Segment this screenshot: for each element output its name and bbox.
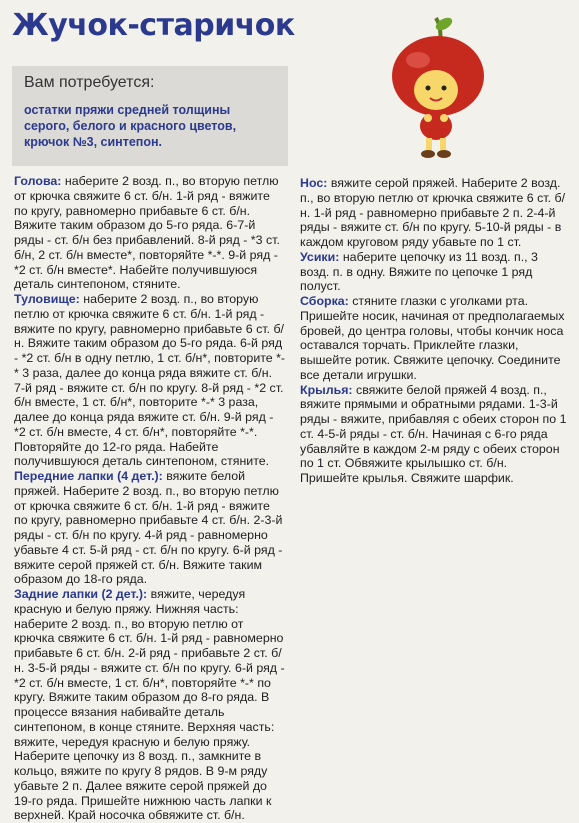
section-body: Туловище: наберите 2 возд. п., во вторую петлю от крючка свяжите 6 ст. б/н. 1-й ряд - вяжите по кругу, равномерно прибавьте 6 ст. б/н. Вяжите таким образом до 5-го ряда. 6-й ряд - *2 ст. б/н в одну петлю, 1 ст. б/н*, повторите *-* 3 раза, далее до конца ряда вяжите ст. б/н. 7-й ряд - вяжите ст. б/н по кругу. 8-й ряд - *2 ст. б/н вместе, 1 ст. б/н*, повторите *-* 3 раза, далее до конца ряда вяжите ст. б/н. 9-й ряд - *2 ст. б/н вместе, 4 ст. б/н*, повторяйте *-*. Повторяйте до 12-го ряда. Набейте получившуюся деталь синтепоном, стяните. (14, 292, 286, 469)
section-back-legs: Задние лапки (2 дет.): вяжите, чередуя красную и белую пряжу. Нижняя часть: наберите 2 возд. п., во вторую петлю от крючка свяжите 6 ст. б/н. 1-й ряд - равномерно прибавьте 6 ст. б/н. 2-й ряд - прибавьте 2 ст. б/н. 3-5-й ряды - вяжите ст. б/н по кругу. 6-й ряд - *2 ст. б/н вместе, 1 ст. б/н*, повторяйте *-* по кругу. Вяжите таким образом до 8-го ряда. В процессе вязания набивайте деталь синтепоном, в конце стяните. Верхняя часть: вяжите, чередуя красную и белую пряжу. Наберите цепочку из 8 возд. п., замкните в кольцо, вяжите по кругу 8 рядов. В 9-м ряду убавьте 2 п. Далее вяжите серой пряжей до 19-го ряда. Пришейте нижнюю часть лапки к верхней. Край носочка обвяжите ст. б/н. (14, 587, 285, 823)
cherry-bug-illustration (378, 14, 498, 164)
section-front-legs: Передние лапки (4 дет.): вяжите белой пряжей. Наберите 2 возд. п., во вторую петлю от крючка свяжите 6 ст. б/н. 1-й ряд - вяжите по кругу, равномерно прибавьте 4 ст. б/н. 2-3-й ряды - ст. б/н по кругу. 4-й ряд - равномерно убавьте 4 ст. 5-й ряд - ст. б/н по кругу. 6-й ряд - вяжите серой пряжей ст. б/н. Вяжите таким образом до 18-го ряда. (14, 469, 283, 587)
page-title: Жучок-старичок (12, 8, 295, 43)
instructions-left-column (14, 174, 286, 823)
materials-box (12, 66, 288, 166)
section-wings: Крылья: свяжите белой пряжей 4 возд. п., вяжите прямыми и обратными рядами. 1-3-й ряды - вяжите, прибавляя с обеих сторон по 1 ст. 4-5-й ряды - ст. б/н. Начиная с 6-го ряда убавляйте в каждом 2-м ряду с обеих сторон по 1 ст. Обвяжите крылышко ст. б/н. Пришейте крылья. Свяжите шарфик. (300, 382, 567, 485)
section-nose: Нос: вяжите серой пряжей. Наберите 2 возд. п., во вторую петлю от крючка свяжите 6 ст. б/н. 1-й ряд - равномерно прибавьте 2 п. 2-4-й ряды - вяжите ст. б/н по кругу. 5-10-й ряды - в каждом круговом ряду убавьте по 1 ст. (300, 176, 566, 249)
instructions-right-column (300, 176, 568, 486)
section-antennae: Усики: наберите цепочку из 11 возд. п., 3 возд. п. в одну. Вяжите по цепочке 1 ряд полуст. (300, 249, 538, 294)
section-head: Голова: наберите 2 возд. п., во вторую петлю от крючка свяжите 6 ст. б/н. 1-й ряд - вяжите по кругу, равномерно прибавьте 6 ст. б/н. Вяжите таким образом до 5-го ряда. 6-7-й ряды - ст. б/н без прибавлений. 8-й ряд - *3 ст. б/н, 2 ст. б/н вместе*, повторяйте *-*. 9-й ряд - *2 ст. б/н вместе*. Набейте получившуюся деталь синтепоном, стяните. (14, 174, 280, 292)
section-assembly: Сборка: стяните глазки с уголками рта. Пришейте носик, начиная от предполагаемых бровей, до центра головы, чтобы кончик носа оставался торчать. Приклейте глазки, вышейте ротик. Свяжите цепочку. Соедините все детали игрушки. (300, 294, 565, 382)
materials-text: остатки пряжи средней толщины серого, белого и красного цветов, крючок №3, синтепон. (24, 103, 237, 149)
materials-heading: Вам потребуется: (24, 74, 155, 91)
